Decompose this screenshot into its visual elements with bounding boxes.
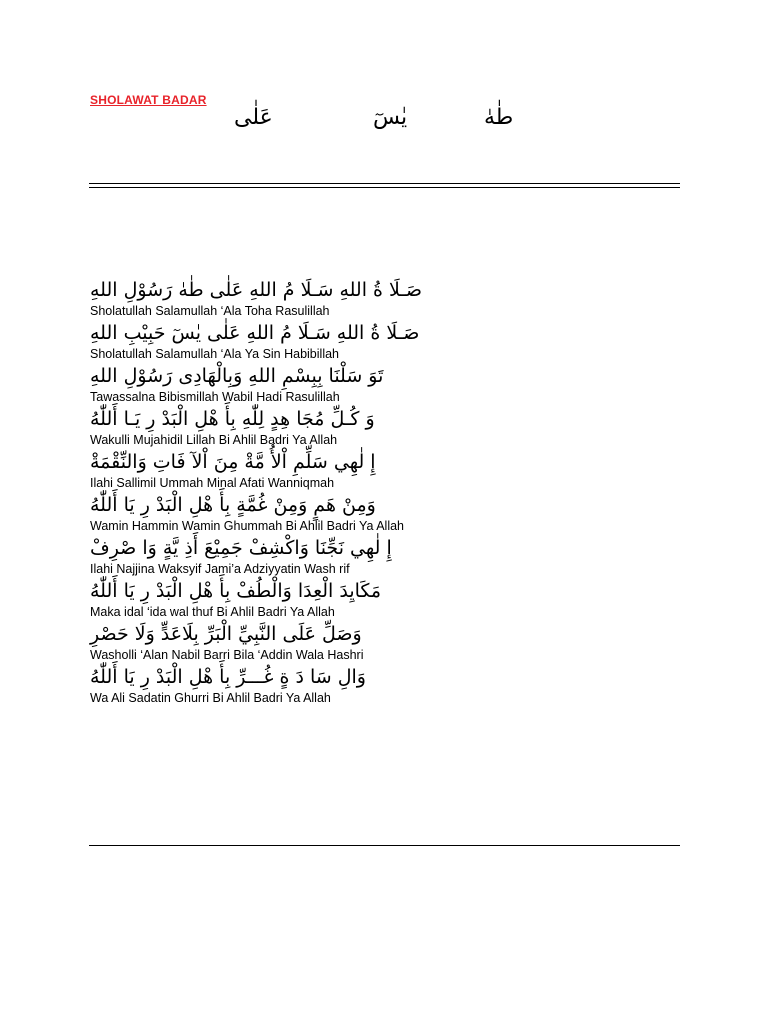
verse-arabic: صَـلَا ةُ اللهِ سَـلَا مُ اللهِ عَلٰى طٰهٰ رَسُوْلِ اللهِ bbox=[90, 279, 423, 301]
verse-latin: Ilahi Sallimil Ummah Minal Afati Wanniqmah bbox=[90, 476, 335, 490]
verse-5 bbox=[90, 448, 450, 491]
footer-rule bbox=[89, 845, 680, 846]
verse-3 bbox=[90, 362, 450, 405]
rule-line-bottom bbox=[89, 187, 680, 188]
verse-arabic: وَصَلِّ عَلَى النَّبِيِّ الْبَرِّ بِلَاعَدٍّ وَلَا حَصْرِ bbox=[90, 623, 362, 645]
verse-latin: Wa Ali Sadatin Ghurri Bi Ahlil Badri Ya Allah bbox=[90, 691, 331, 705]
verse-arabic: وَالِ سَا دَ ةٍ غُـــرِّ بِأَ هْلِ الْبَدْ رِ يَا أَللّٰهُ bbox=[90, 666, 366, 688]
rule-line-top bbox=[89, 183, 680, 184]
verse-arabic: مَكَايِدَ الْعِدَا وَالْطُفْ بِأَ هْلِ الْبَدْ رِ يَا أَللّٰهُ bbox=[90, 580, 382, 602]
verse-arabic: تَوَ سَلْنَا بِبِسْمِ اللهِ وَبِالْهَادِى رَسُوْلِ اللهِ bbox=[90, 365, 384, 387]
verse-arabic: إِ لٰهِي نَجِّنَا وَاكْشِفْ جَمِيْعَ أَذِ يَّةٍ وَا صْرِفْ bbox=[90, 537, 392, 559]
verse-latin: Sholatullah Salamullah ‘Ala Ya Sin Habibillah bbox=[90, 347, 339, 361]
verse-arabic: صَـلَا ةُ اللهِ سَـلَا مُ اللهِ عَلٰى يٰسٓ حَبِيْبِ اللهِ bbox=[90, 322, 420, 344]
verse-list bbox=[90, 276, 450, 706]
verse-2 bbox=[90, 319, 450, 362]
verse-latin: Washolli ‘Alan Nabil Barri Bila ‘Addin Wala Hashri bbox=[90, 648, 364, 662]
verse-8 bbox=[90, 577, 450, 620]
verse-arabic: إِ لٰهِي سَلِّمِ اْلأُ مَّةْ مِنَ اْلآ فَاتِ وَالنِّقْمَةْ bbox=[90, 451, 376, 473]
verse-latin: Wamin Hammin Wamin Ghummah Bi Ahlil Badri Ya Allah bbox=[90, 519, 404, 533]
header-arabic-toha: طٰهٰ bbox=[484, 105, 514, 130]
header-arabic-ala: عَلٰى bbox=[234, 105, 273, 130]
verse-latin: Wakulli Mujahidil Lillah Bi Ahlil Badri Ya Allah bbox=[90, 433, 338, 447]
verse-latin: Tawassalna Bibismillah Wabil Hadi Rasulillah bbox=[90, 390, 340, 404]
verse-latin: Ilahi Najjina Waksyif Jami’a Adziyyatin Wash rif bbox=[90, 562, 350, 576]
verse-1 bbox=[90, 276, 450, 319]
verse-9 bbox=[90, 620, 450, 663]
verse-10 bbox=[90, 663, 450, 706]
header-arabic-yasin: يٰسٓ bbox=[373, 105, 408, 130]
verse-latin: Sholatullah Salamullah ‘Ala Toha Rasulillah bbox=[90, 304, 330, 318]
verse-arabic: وَمِنْ هَمٍ وَمِنْ غُمَّةٍ بِأَ هْلِ الْبَدْ رِ يَا أَللّٰهُ bbox=[90, 494, 376, 516]
verse-latin: Maka idal ‘ida wal thuf Bi Ahlil Badri Ya Allah bbox=[90, 605, 335, 619]
verse-arabic: وَ كُـلِّ مُجَا هِدٍ لِلّٰهِ بِأَ هْلِ الْبَدْ رِ يَـا أَللّٰهُ bbox=[90, 408, 375, 430]
document-title: SHOLAWAT BADAR bbox=[90, 93, 207, 107]
verse-6 bbox=[90, 491, 450, 534]
header-double-rule bbox=[89, 183, 680, 189]
verse-7 bbox=[90, 534, 450, 577]
verse-4 bbox=[90, 405, 450, 448]
